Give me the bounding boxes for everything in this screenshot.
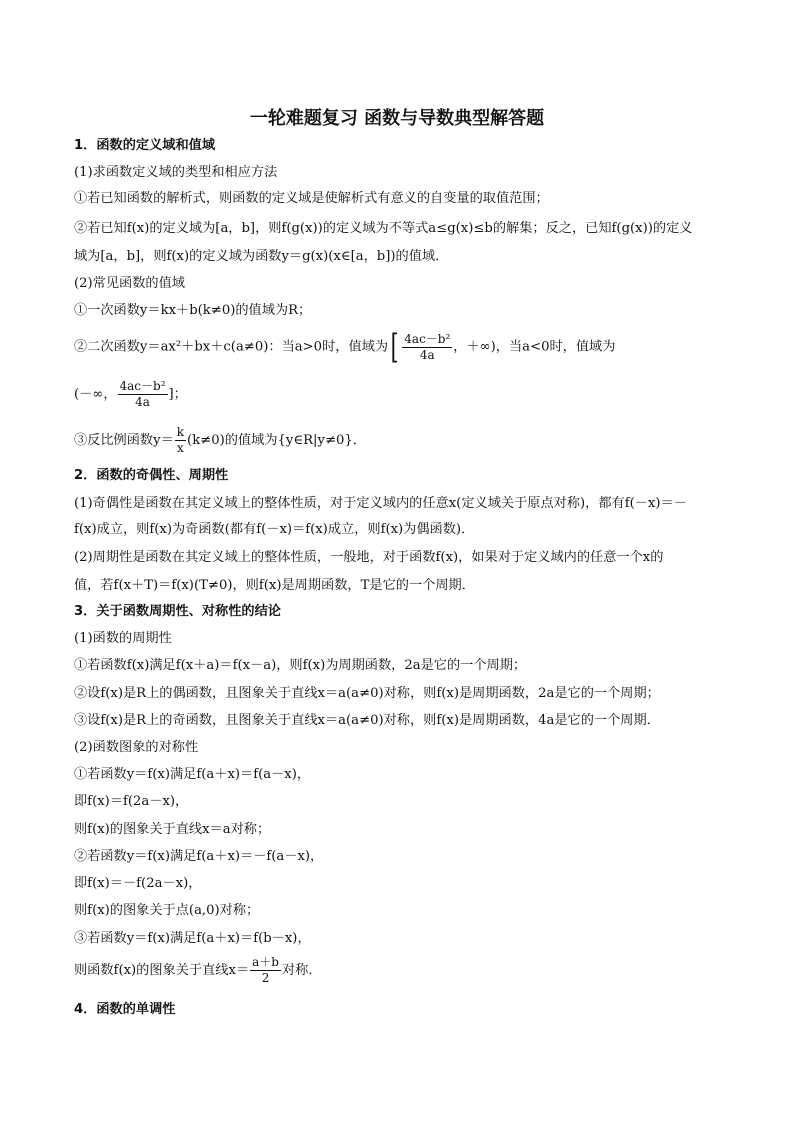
paragraph: 域为[a，b]，则f(x)的定义域为函数y＝g(x)(x∈[a，b])的值域． <box>74 249 449 264</box>
fraction-k-over-x <box>175 425 186 456</box>
paragraph: (1)函数的周期性 <box>74 631 172 646</box>
fraction-denominator: 2 <box>261 971 270 985</box>
page-title: 一轮难题复习 函数与导数典型解答题 <box>249 108 545 129</box>
text-segment: ，＋∞)，当a<0时，值域为 <box>453 339 616 355</box>
paragraph: 值，若f(x＋T)＝f(x)(T≠0)，则f(x)是周期函数，T是它的一个周期． <box>74 578 475 593</box>
formula-line-inverse <box>74 424 366 458</box>
fraction-numerator: 4ac－b² <box>119 379 166 393</box>
paragraph: ①若已知函数的解析式，则函数的定义域是使解析式有意义的自变量的取值范围； <box>74 191 549 206</box>
paragraph: ②设f(x)是R上的偶函数，且图象关于直线x＝a(a≠0)对称，则f(x)是周期函数，2a是它的一个周期； <box>74 686 660 701</box>
paragraph: ③设f(x)是R上的奇函数，且图象关于直线x＝a(a≠0)对称，则f(x)是周期函数，4a是它的一个周期． <box>74 713 660 728</box>
text-segment: ]； <box>168 387 187 402</box>
fraction-denominator: x <box>177 441 184 455</box>
paragraph: ①一次函数y＝kx＋b(k≠0)的值域为R； <box>74 303 312 318</box>
fraction-range-2 <box>118 379 168 410</box>
left-bracket: [ <box>390 327 399 367</box>
paragraph: (1)求函数定义域的类型和相应方法 <box>74 165 278 180</box>
heading-3: 3．关于函数周期性、对称性的结论 <box>74 604 281 619</box>
paragraph: 即f(x)＝－f(2a－x)， <box>74 876 202 891</box>
paragraph: (2)常见函数的值域 <box>74 276 185 291</box>
text-segment: ③反比例函数y＝ <box>74 433 174 448</box>
fraction-a-plus-b-over-2 <box>250 955 281 986</box>
formula-line-range-2 <box>74 378 187 412</box>
heading-1: 1．函数的定义域和值域 <box>74 138 216 153</box>
paragraph: ①若函数y＝f(x)满足f(a＋x)＝f(a－x)， <box>74 767 311 782</box>
paragraph: 即f(x)＝f(2a－x)， <box>74 794 189 809</box>
fraction-denominator: 4a <box>419 347 435 362</box>
text-segment: 则函数f(x)的图象关于直线x＝ <box>74 963 250 978</box>
paragraph: 则f(x)的图象关于点(a,0)对称； <box>74 903 260 918</box>
fraction-numerator: 4ac－b² <box>404 331 451 346</box>
fraction-range-1 <box>402 332 452 363</box>
fraction-numerator: k <box>176 425 185 439</box>
paragraph: f(x)成立，则f(x)为奇函数(都有f(－x)＝f(x)成立，则f(x)为偶函数)． <box>74 522 475 537</box>
text-segment: (－∞， <box>74 387 117 402</box>
paragraph: 则f(x)的图象关于直线x＝a对称； <box>74 822 271 837</box>
formula-line-quadratic <box>74 327 616 367</box>
paragraph: ③若函数y＝f(x)满足f(a＋x)＝f(b－x)， <box>74 931 311 946</box>
paragraph: ②若已知f(x)的定义域为[a，b]，则f(g(x))的定义域为不等式a≤g(x)≤b的解集；反之，已知f(g(x))的定义 <box>74 221 693 236</box>
paragraph: ①若函数f(x)满足f(x＋a)＝f(x－a)，则f(x)为周期函数，2a是它的一个周期； <box>74 658 527 673</box>
heading-2: 2．函数的奇偶性、周期性 <box>74 468 229 483</box>
paragraph: (2)函数图象的对称性 <box>74 740 199 755</box>
fraction-denominator: 4a <box>135 395 150 409</box>
text-segment: (k≠0)的值域为{y∈R|y≠0}． <box>187 433 366 448</box>
paragraph: (2)周期性是函数在其定义域上的整体性质，一般地，对于函数f(x)，如果对于定义域内的任意一个x的 <box>74 550 664 565</box>
paragraph: ②若函数y＝f(x)满足f(a＋x)＝－f(a－x)， <box>74 849 324 864</box>
heading-4: 4．函数的单调性 <box>74 1002 176 1017</box>
formula-line-symmetry <box>74 954 322 988</box>
fraction-numerator: a＋b <box>252 955 279 969</box>
paragraph: (1)奇偶性是函数在其定义域上的整体性质，对于定义域内的任意x(定义域关于原点对称)，都有f(－x)＝－ <box>74 496 687 511</box>
text-segment: ②二次函数y＝ax²＋bx＋c(a≠0)：当a>0时，值域为 <box>74 339 389 355</box>
text-segment: 对称． <box>281 963 322 978</box>
